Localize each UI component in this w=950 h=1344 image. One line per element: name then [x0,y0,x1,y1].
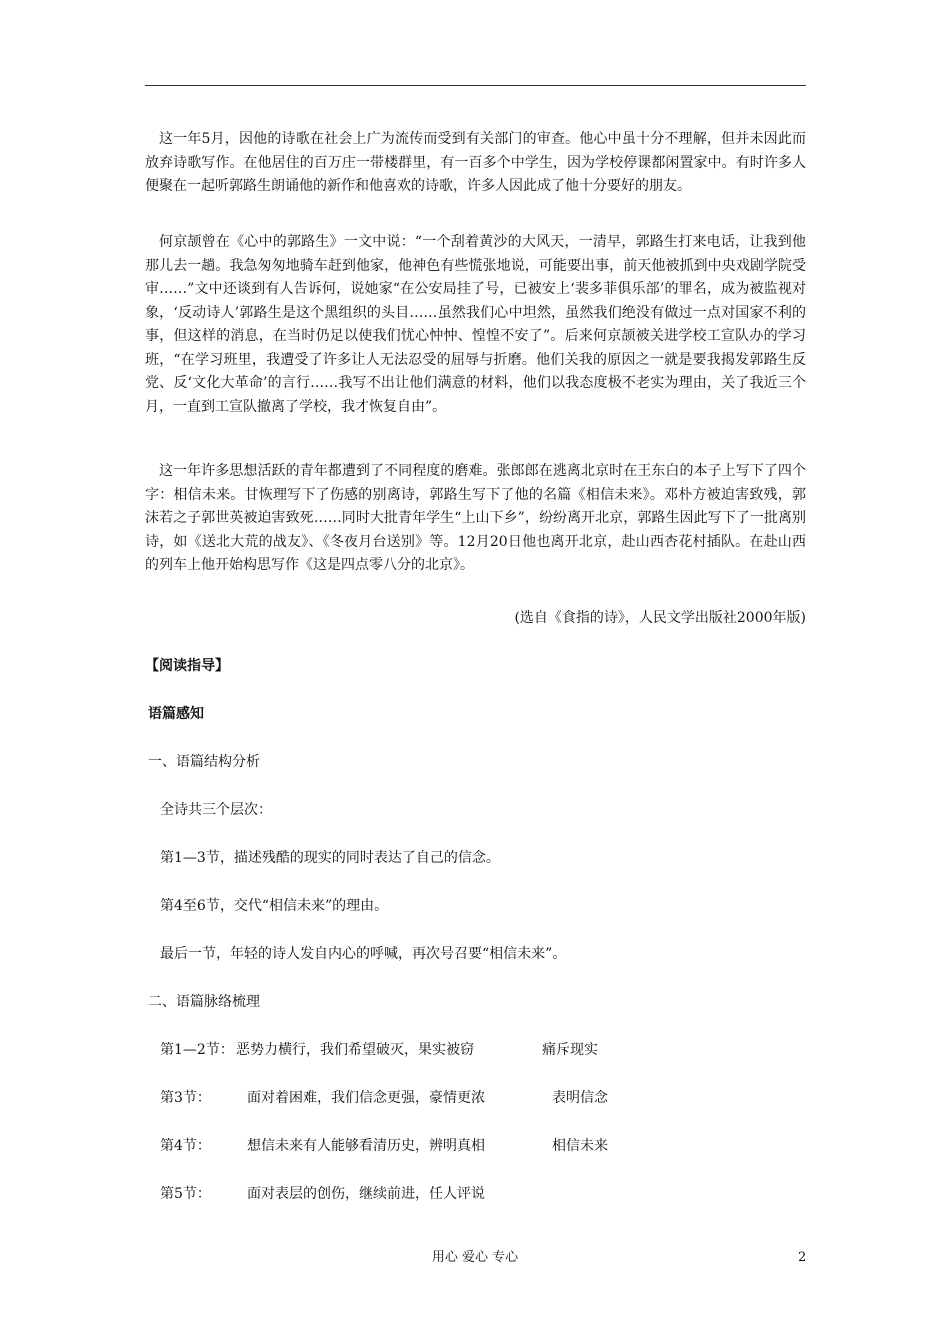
section-2-heading: 二、语篇脉络梳理 [148,994,260,1010]
outline-row-tag: 相信未来 [552,1138,608,1154]
outline-row-text: 面对表层的创伤，继续前进，任人评说 [247,1186,485,1202]
source-citation: (选自《食指的诗》，人民文学出版社2000年版) [514,610,806,626]
paragraph-3: 这一年许多思想活跃的青年都遭到了不同程度的磨难。张郎郎在逃离北京时在王东白的本子上写下了四个字：相信未来。甘恢理写下了伤感的别离诗，郭路生写下了他的名篇《相信未来》。邓朴方被迫害致残，郭沫若之子郭世英被迫害致死……同时大批青年学生“上山下乡”，纷纷离开北京，郭路生因此写下了一批离别诗，如《送北大荒的战友》、《冬夜月台送别》等。12月20日他也离开北京，赴山西杏花村插队。在赴山西的列车上他开始构思写作《这是四点零八分的北京》。 [145,463,806,573]
outline-row-label: 第5节： [160,1186,211,1202]
outline-row-tag: 表明信念 [552,1090,608,1106]
page-number: 2 [798,1250,807,1265]
outline-row-text: 恶势力横行，我们希望破灭，果实被窃 [236,1042,474,1058]
perception-heading: 语篇感知 [148,706,204,722]
outline-row-label: 第4节： [160,1138,211,1154]
outline-row-tag: 痛斥现实 [542,1042,598,1058]
footer-motto: 用心 爱心 专心 [431,1250,519,1265]
outline-row-label: 第1—2节： [160,1042,234,1058]
outline-row-text: 想信未来有人能够看清历史，辨明真相 [247,1138,485,1154]
reading-guide-heading: 【阅读指导】 [145,658,229,674]
structure-item: 第4至6节，交代“相信未来”的理由。 [160,898,389,914]
paragraph-2: 何京颉曾在《心中的郭路生》一文中说：“一个刮着黄沙的大风天，一清早，郭路生打来电话，让我到他那儿去一趟。我急匆匆地骑车赶到他家，他神色有些慌张地说，可能要出事，前天他被抓到中央戏剧学院受审……”文中还谈到有人告诉何，说她家“在公安局挂了号，已被安上‘裴多菲俱乐部’的罪名，成为被监视对象，‘反动诗人’郭路生是这个黑组织的头目……虽然我们心中坦然，虽然我们绝没有做过一点对国家不利的事，但这样的消息，在当时仍足以使我们忧心忡忡、惶惶不安了”。后来何京颉被关进学校工宣队办的学习班，“在学习班里，我遭受了许多让人无法忍受的屈辱与折磨。他们关我的原因之一就是要我揭发郭路生反党、反‘文化大革命’的言行……我写不出让他们满意的材料，他们以我态度极不老实为理由，关了我近三个月，一直到工宣队撤离了学校，我才恢复自由”。 [145,234,806,415]
structure-item: 最后一节，年轻的诗人发自内心的呼喊，再次号召要“相信未来”。 [160,946,567,962]
section-1-heading: 一、语篇结构分析 [148,754,260,770]
structure-item: 第1—3节，描述残酷的现实的同时表达了自己的信念。 [160,850,500,866]
outline-row-text: 面对着困难，我们信念更强，豪情更浓 [247,1090,485,1106]
header-rule [145,85,806,86]
structure-item: 全诗共三个层次： [160,802,272,818]
outline-row-label: 第3节： [160,1090,211,1106]
paragraph-1: 这一年5月，因他的诗歌在社会上广为流传而受到有关部门的审查。他心中虽十分不理解，但并未因此而放弃诗歌写作。在他居住的百万庄一带楼群里，有一百多个中学生，因为学校停课都闲置家中。有时许多人便聚在一起听郭路生朗诵他的新作和他喜欢的诗歌，许多人因此成了他十分要好的朋友。 [145,131,806,194]
